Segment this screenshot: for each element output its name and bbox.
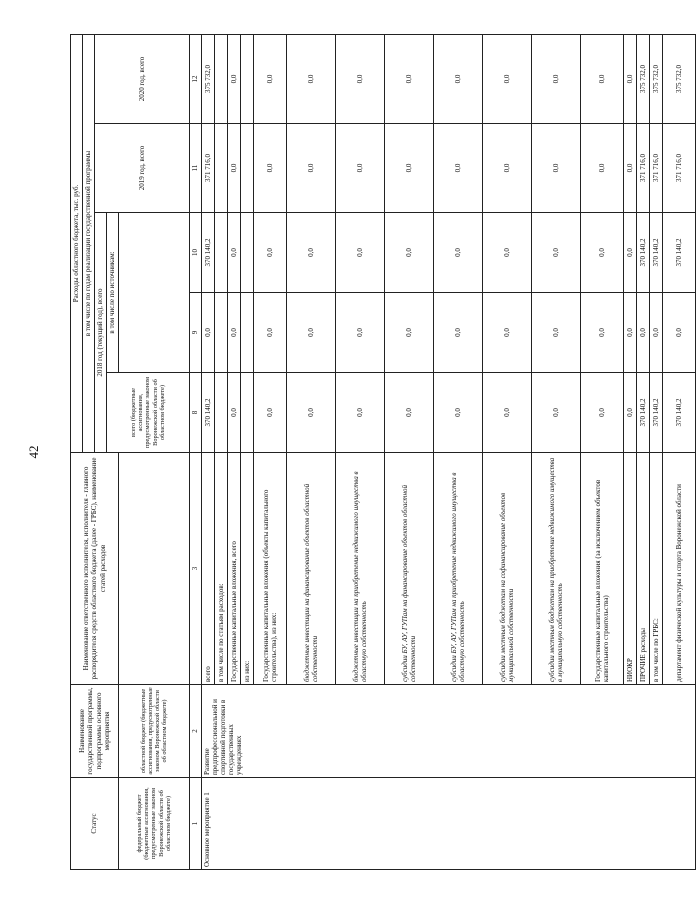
header-col-all: всего (бюджетные ассигнования, предусмотренные законом Воронежской области об областном бюджете) bbox=[107, 373, 190, 453]
amount-cell-v11 bbox=[241, 124, 254, 213]
amount-cell-v9: 0,0 bbox=[287, 293, 336, 373]
expense-item-name: Государственные капитальные вложения, всего bbox=[228, 453, 241, 685]
expense-item-name: ПРОЧИЕ расходы bbox=[637, 453, 650, 685]
amount-cell-v11: 0,0 bbox=[254, 124, 287, 213]
amount-cell-v9: 0,0 bbox=[202, 293, 215, 373]
amount-cell-v8: 370 140,2 bbox=[202, 373, 215, 453]
amount-cell-v9: 0,0 bbox=[650, 293, 663, 373]
amount-cell-v11: 371 716,0 bbox=[202, 124, 215, 213]
amount-cell-v11: 0,0 bbox=[385, 124, 434, 213]
amount-cell-v11: 0,0 bbox=[532, 124, 581, 213]
amount-cell-v9: 0,0 bbox=[434, 293, 483, 373]
col-index: 9 bbox=[190, 293, 202, 373]
amount-cell-v9: 0,0 bbox=[663, 293, 696, 373]
header-executor: Наименование ответственного исполнителя, исполнителя - главного распорядителя средств областного бюджета (далее - ГРБС), наименование статей расходов bbox=[71, 453, 119, 685]
amount-cell-v8: 0,0 bbox=[581, 373, 624, 453]
amount-cell-v10: 0,0 bbox=[483, 213, 532, 293]
amount-cell-v9: 0,0 bbox=[581, 293, 624, 373]
amount-cell-v10: 0,0 bbox=[385, 213, 434, 293]
table-row bbox=[202, 34, 215, 869]
amount-cell-v12: 375 732,0 bbox=[663, 34, 696, 123]
amount-cell-v11: 371 716,0 bbox=[637, 124, 650, 213]
expense-item-name: из них: bbox=[241, 453, 254, 685]
amount-cell-v8 bbox=[241, 373, 254, 453]
col-index: 8 bbox=[190, 373, 202, 453]
amount-cell-v11 bbox=[215, 124, 228, 213]
amount-cell-v12 bbox=[215, 34, 228, 123]
col-index: 3 bbox=[190, 453, 202, 685]
amount-cell-v8: 0,0 bbox=[385, 373, 434, 453]
amount-cell-v10: 370 140,2 bbox=[663, 213, 696, 293]
amount-cell-v9: 0,0 bbox=[385, 293, 434, 373]
amount-cell-v10: 370 140,2 bbox=[637, 213, 650, 293]
amount-cell-v9: 0,0 bbox=[336, 293, 385, 373]
header-status: Статус bbox=[71, 778, 119, 870]
amount-cell-v10: 0,0 bbox=[287, 213, 336, 293]
amount-cell-v10: 0,0 bbox=[434, 213, 483, 293]
amount-cell-v10: 0,0 bbox=[532, 213, 581, 293]
amount-cell-v10 bbox=[215, 213, 228, 293]
program-cell: Развитие предпрофессиональной и спортивной подготовки в государственных учреждениях bbox=[202, 685, 696, 778]
amount-cell-v9: 0,0 bbox=[254, 293, 287, 373]
header-col-federal: федеральный бюджет (бюджетные ассигнования, предусмотренные законом Воронежской области об областном бюджете) bbox=[119, 778, 190, 870]
amount-cell-v12: 0,0 bbox=[483, 34, 532, 123]
amount-cell-v12: 0,0 bbox=[287, 34, 336, 123]
header-year-2019: 2019 год, всего bbox=[95, 124, 190, 213]
amount-cell-v12: 375 732,0 bbox=[650, 34, 663, 123]
expense-item-name: субсидии БУ, АУ, ГУПам на приобретение недвижимого имущества в областную собственность bbox=[434, 453, 483, 685]
col-index: 10 bbox=[190, 213, 202, 293]
amount-cell-v10 bbox=[241, 213, 254, 293]
amount-cell-v10: 0,0 bbox=[336, 213, 385, 293]
amount-cell-v8: 0,0 bbox=[624, 373, 637, 453]
amount-cell-v10: 370 140,2 bbox=[202, 213, 215, 293]
amount-cell-v9: 0,0 bbox=[483, 293, 532, 373]
expense-item-name: бюджетные инвестиции на финансирование объектов областной собственности bbox=[287, 453, 336, 685]
amount-cell-v10: 370 140,2 bbox=[650, 213, 663, 293]
amount-cell-v8: 0,0 bbox=[336, 373, 385, 453]
amount-cell-v11: 0,0 bbox=[483, 124, 532, 213]
amount-cell-v9 bbox=[215, 293, 228, 373]
amount-cell-v8: 0,0 bbox=[434, 373, 483, 453]
amount-cell-v9 bbox=[241, 293, 254, 373]
amount-cell-v8: 0,0 bbox=[228, 373, 241, 453]
page-number: 42 bbox=[26, 445, 41, 459]
expense-item-name: субсидии местным бюджетам на софинансирование объектов муниципальной собственности bbox=[483, 453, 532, 685]
amount-cell-v12: 375 732,0 bbox=[637, 34, 650, 123]
expense-item-name: в том числе по статьям расходов: bbox=[215, 453, 228, 685]
amount-cell-v11: 0,0 bbox=[287, 124, 336, 213]
amount-cell-v8: 0,0 bbox=[532, 373, 581, 453]
amount-cell-v8: 370 140,2 bbox=[663, 373, 696, 453]
header-program: Наименование государственной программы, подпрограммы основного мероприятия bbox=[71, 685, 119, 778]
header-by-sources: в том числе по источникам: bbox=[107, 213, 119, 373]
budget-table bbox=[70, 34, 696, 870]
col-index: 2 bbox=[190, 685, 202, 778]
amount-cell-v9: 0,0 bbox=[532, 293, 581, 373]
expense-item-name: всего bbox=[202, 453, 215, 685]
amount-cell-v11: 0,0 bbox=[336, 124, 385, 213]
col-index: 12 bbox=[190, 34, 202, 123]
amount-cell-v10: 0,0 bbox=[254, 213, 287, 293]
expense-item-name: в том числе по ГРБС: bbox=[650, 453, 663, 685]
table-body bbox=[202, 34, 696, 869]
amount-cell-v8: 0,0 bbox=[287, 373, 336, 453]
header-col-regional: областной бюджет (бюджетные ассигнования, предусмотренные законом Воронежской области об областном бюджете) bbox=[119, 685, 190, 778]
amount-cell-v10: 0,0 bbox=[624, 213, 637, 293]
amount-cell-v8: 370 140,2 bbox=[650, 373, 663, 453]
amount-cell-v11: 371 716,0 bbox=[650, 124, 663, 213]
amount-cell-v12: 0,0 bbox=[434, 34, 483, 123]
header-by-years: в том числе по годам реализации государственной программы bbox=[83, 34, 95, 452]
amount-cell-v12: 0,0 bbox=[228, 34, 241, 123]
amount-cell-v12 bbox=[241, 34, 254, 123]
amount-cell-v11: 0,0 bbox=[624, 124, 637, 213]
expense-item-name: бюджетные инвестиции на приобретение недвижимого имущества в областную собственность bbox=[336, 453, 385, 685]
expense-item-name: департамент физической культуры и спорта Воронежской области bbox=[663, 453, 696, 685]
amount-cell-v11: 0,0 bbox=[228, 124, 241, 213]
expense-item-name: Государственные капитальные вложения (за исключением объектов капитального строительства) bbox=[581, 453, 624, 685]
header-year-2020: 2020 год, всего bbox=[95, 34, 190, 123]
amount-cell-v12: 0,0 bbox=[624, 34, 637, 123]
column-index-row bbox=[190, 34, 202, 869]
expense-item-name: субсидии местным бюджетам на приобретение недвижимого имущества в муниципальную собственность bbox=[532, 453, 581, 685]
amount-cell-v9: 0,0 bbox=[637, 293, 650, 373]
status-cell: Основное мероприятие 1 bbox=[202, 778, 696, 870]
amount-cell-v11: 0,0 bbox=[581, 124, 624, 213]
col-index: 1 bbox=[190, 778, 202, 870]
amount-cell-v8: 370 140,2 bbox=[637, 373, 650, 453]
amount-cell-v9: 0,0 bbox=[228, 293, 241, 373]
amount-cell-v10: 0,0 bbox=[581, 213, 624, 293]
amount-cell-v9: 0,0 bbox=[624, 293, 637, 373]
expense-item-name: субсидии БУ, АУ, ГУПам на финансирование объектов областной собственности bbox=[385, 453, 434, 685]
amount-cell-v10: 0,0 bbox=[228, 213, 241, 293]
amount-cell-v11: 371 716,0 bbox=[663, 124, 696, 213]
rotated-table-container bbox=[70, 35, 683, 870]
table-header bbox=[71, 34, 202, 869]
col-index: 11 bbox=[190, 124, 202, 213]
amount-cell-v12: 0,0 bbox=[532, 34, 581, 123]
amount-cell-v12: 0,0 bbox=[254, 34, 287, 123]
amount-cell-v12: 0,0 bbox=[581, 34, 624, 123]
amount-cell-v12: 375 732,0 bbox=[202, 34, 215, 123]
expense-item-name: Государственные капитальные вложения (объекты капитального строительства), из них: bbox=[254, 453, 287, 685]
amount-cell-v8: 0,0 bbox=[254, 373, 287, 453]
amount-cell-v8: 0,0 bbox=[483, 373, 532, 453]
amount-cell-v8 bbox=[215, 373, 228, 453]
amount-cell-v12: 0,0 bbox=[385, 34, 434, 123]
amount-cell-v12: 0,0 bbox=[336, 34, 385, 123]
header-expenses: Расходы областного бюджета, тыс. руб. bbox=[71, 34, 83, 452]
amount-cell-v11: 0,0 bbox=[434, 124, 483, 213]
header-year-2018: 2018 год (текущий год), всего bbox=[95, 213, 107, 453]
expense-item-name: НИОКР bbox=[624, 453, 637, 685]
